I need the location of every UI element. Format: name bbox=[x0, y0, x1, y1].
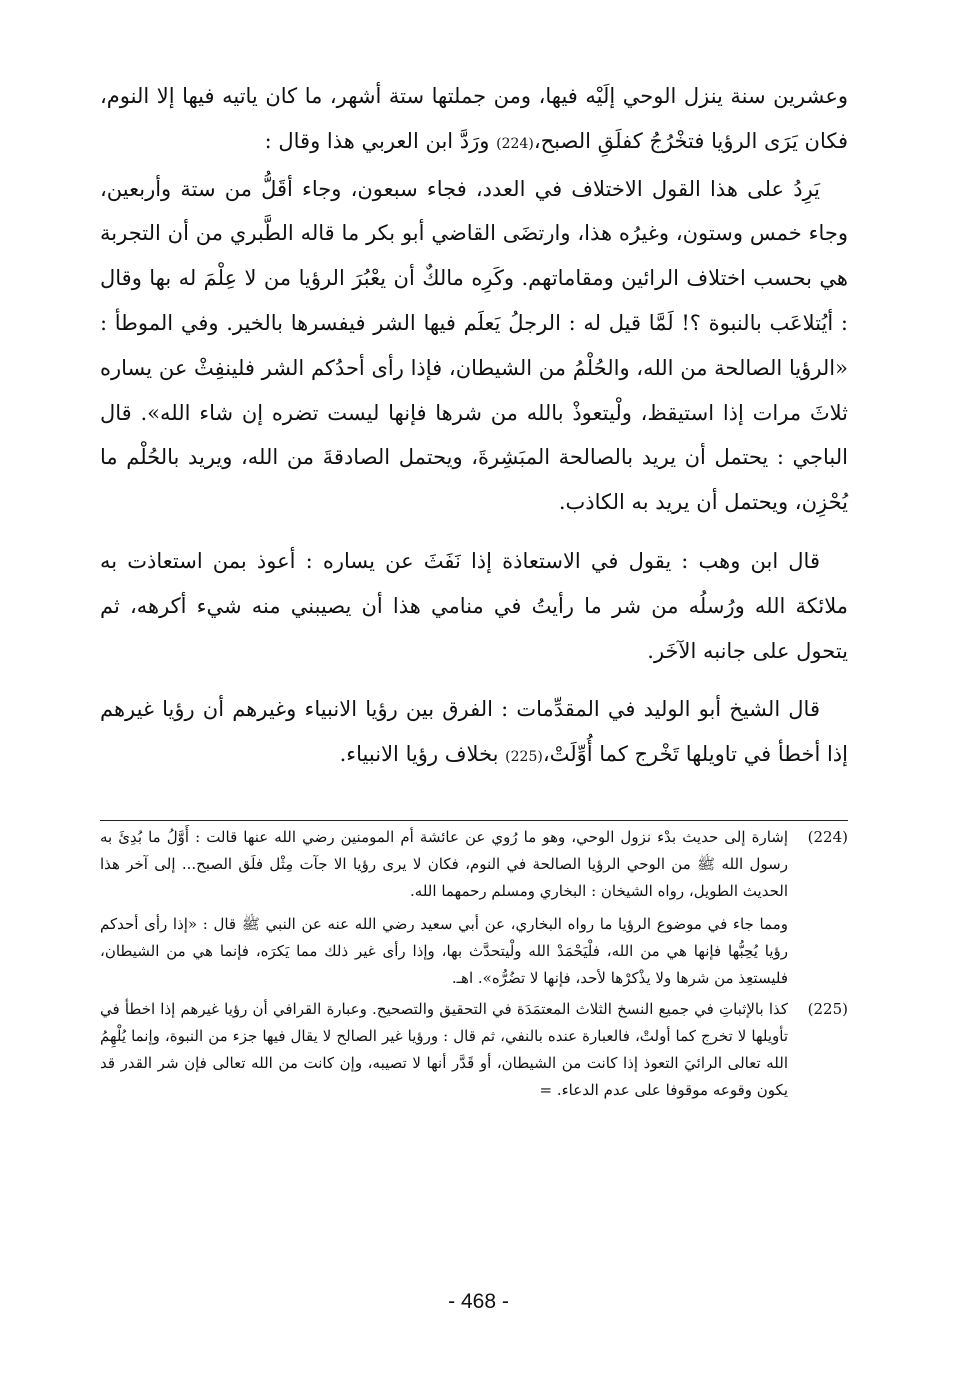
paragraph-1 bbox=[100, 74, 848, 167]
footnote-224 bbox=[100, 824, 848, 992]
main-text bbox=[100, 74, 848, 780]
footnote-paragraph: كذا بالإثباتِ في جميع النسخ الثلاث المعتمَدَة في التحقيق والتصحيح. وعبارة القرافي أن رؤيا غيرهم إذا اخطأ في تأويلها لا تخرج كما أولتْ، فالعبارة عنده بالنفي، ثم قال : ورؤيا غير الصالح لا يقال فيها جزء من النبوة، وإنما يُلْهِمُ الله تعالى الرائيَ التعوذ إذا كانت من الشيطان، أو قَدَّر أنها لا تصيبه، وإن كانت من الله تعالى فإن شر القدر قد يكون وقوعه موقوفا على عدم الدعاء. = bbox=[100, 1000, 788, 1099]
paragraph-1-tail: ورَدَّ ابن العربي هذا وقال : bbox=[264, 128, 490, 153]
footnotes bbox=[100, 824, 848, 1108]
footnote-body bbox=[100, 996, 788, 1104]
footnote-number: (224) bbox=[807, 828, 848, 846]
footnote-paragraph: ومما جاء في موضوع الرؤيا ما رواه البخاري، عن أبي سعيد رضي الله عنه عن النبي ﷺ قال : «إذا رأى أحدكم رؤيا يُحِبُّها فإنها هي من الله، فلْيَحْمَدْ الله ولْيتحدَّث بها، وإذا رأى غير ذلك مما يَكرَه، فإنما هي من الشيطان، فليستعِذ من شرها ولا يذْكرْها لأحد، فإنها لا تضُرُّه». اهـ. bbox=[100, 915, 788, 987]
paragraph-4-text: قال الشيخ أبو الوليد في المقدِّمات : الفرق بين رؤيا الانبياء وغيرهم أن رؤيا غيرهم إذا أخطأ في تاويلها تَخْرج كما أُوِّلَتْ، bbox=[100, 697, 848, 767]
footnote-225 bbox=[100, 996, 848, 1104]
paragraph-3: قال ابن وهب : يقول في الاستعاذة إذا نَفَثَ عن يساره : أعوذ بمن استعاذت به ملائكة الله ورُسلُه من شر ما رأيتُ في منامي هذا أن يصيبني منه شيء أكرهه، ثم يتحول على جانبه الآخَر. bbox=[100, 548, 848, 663]
paragraph-1-text: وعشرين سنة ينزل الوحي إلَيْه فيها، ومن جملتها ستة أشهر، ما كان ياتيه فيها إلا النوم، فكان يَرَى الرؤيا فتخْرُجُ كفلَقِ الصبح، bbox=[100, 84, 848, 153]
footnote-ref-225[interactable]: (225) bbox=[505, 749, 543, 766]
paragraph-4-tail: بخلاف رؤيا الانبياء. bbox=[339, 742, 499, 767]
paragraph-2: يَرِدُ على هذا القول الاختلاف في العدد، فجاء سبعون، وجاء أقَلُّ من ستة وأربعين، وجاء خمس وستون، وغيرُه هذا، وارتضَى القاضي أبو بكر ما قاله الطَّبري من أن التجربة هي بحسب اختلاف الرائين ومقاماتهم. وكَرِه مالكٌ أن يعْبُرَ الرؤيا من لا عِلْمَ له بها وقال : أيُتلاعَب بالنبوة ؟! لَمَّا قيل له : الرجلُ يَعلَم فيها الشر فيفسرها بالخير. وفي الموطأ : «الرؤيا الصالحة من الله، والحُلْمُ من الشيطان، فإذا رأى أحدُكم الشر فلينفِثْ عن يساره ثلاثَ مرات إذا استيقظ، ولْيتعوذْ بالله من شرها فإنها ليست تضره إن شاء الله». قال الباجي : يحتمل أن يريد بالصالحة المبَشِرةَ، ويحتمل الصادقةَ من الله، ويريد بالحُلْم ما يُحْزِن، ويحتمل أن يريد به الكاذب. bbox=[100, 176, 848, 515]
footnote-paragraph: إشارة إلى حديث بدْء نزول الوحي، وهو ما رُوي عن عائشة أم المومنين رضي الله عنها قالت : أَوَّلُ ما بُدِئَ به رسول الله ﷺ من الوحي الرؤيا الصالحة في النوم، فكان لا يرى رؤيا الا جآت مِثْل فلَق الصبح... إلى آخر هذا الحديث الطويل، رواه الشيخان : البخاري ومسلم رحمهما الله. bbox=[100, 828, 788, 900]
footnote-body bbox=[100, 824, 788, 992]
page-number: - 468 - bbox=[448, 1290, 509, 1313]
footnote-ref-224[interactable]: (224) bbox=[496, 135, 534, 152]
paragraph-4 bbox=[100, 687, 848, 780]
footnote-separator bbox=[100, 820, 848, 821]
footnote-number: (225) bbox=[807, 1000, 848, 1018]
